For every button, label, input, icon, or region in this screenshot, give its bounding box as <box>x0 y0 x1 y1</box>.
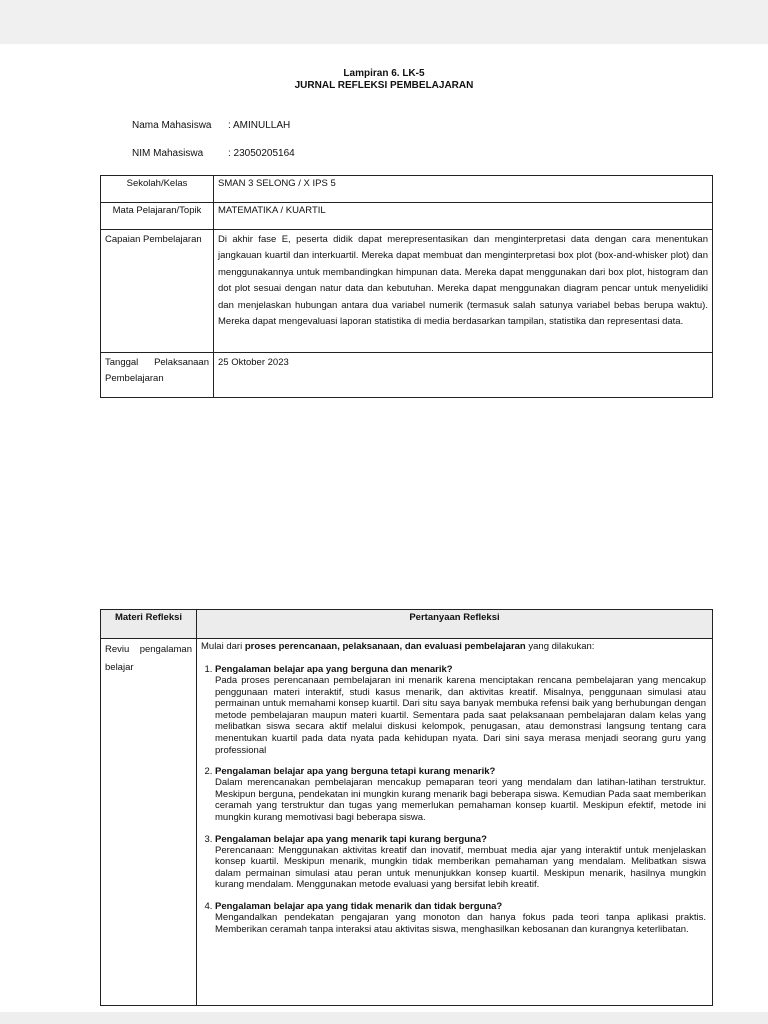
date-value: 25 Oktober 2023 <box>214 353 713 398</box>
subject-label: Mata Pelajaran/Topik <box>101 203 214 230</box>
intro-prefix: Mulai dari <box>201 641 245 652</box>
page-bottom-band <box>0 1012 768 1024</box>
date-label-word2: Pelaksanaan <box>154 357 209 368</box>
learning-outcome-label: Capaian Pembelajaran <box>101 230 214 353</box>
table-header-row <box>101 610 713 639</box>
student-name-value: : AMINULLAH <box>228 120 291 131</box>
table-row <box>101 639 713 1006</box>
list-item <box>215 664 706 756</box>
date-label <box>101 353 214 398</box>
list-item <box>215 766 706 823</box>
col-header-material: Materi Refleksi <box>101 610 197 639</box>
answer-text: Perencanaan: Menggunakan aktivitas kreatif dan inovatif, membuat media ajar yang interaktif untuk menjelaskan konsep kuartil. Meskipun menarik, mungkin tidak memberikan pemahaman yang mendalam. Melibatkan siswa dalam permainan simulasi atau peran untuk menunjukkan konsep kuartil. Meskipun menarik, hasilnya mungkin kurang mendalam. Menggunakan metode evaluasi yang bersifat lebih kreatif. <box>215 844 706 891</box>
learning-outcome-value: Di akhir fase E, peserta didik dapat merepresentasikan dan menginterpretasi data dengan cara menentukan jangkauan kuartil dan interkuartil. Mereka dapat membuat dan menginterpretasi box plot (box-and-whisker plot) dan menggunakannya untuk membandingkan himpunan data. Mereka dapat menggunakan dari box plot, histogram dan dot plot sesuai dengan natur data dan kebutuhan. Mereka dapat menggunakan diagram pencar untuk menyelidiki dan menjelaskan hubungan antara dua variabel numerik (termasuk salah satunya variabel bebas berupa waktu). Mereka dapat mengevaluasi laporan statistika di media berdasarkan tampilan, statistika dan representasi data. <box>214 230 713 353</box>
reflection-content <box>197 639 713 1006</box>
intro-bold: proses perencanaan, pelaksanaan, dan evaluasi pembelajaran <box>244 641 526 652</box>
intro-suffix: yang dilakukan: <box>525 641 595 652</box>
review-label <box>101 639 197 1006</box>
student-nim-value: : 23050205164 <box>228 148 295 159</box>
reflection-table <box>100 609 713 1006</box>
reflection-questions <box>201 664 706 935</box>
review-label-word1: Reviu <box>105 644 130 655</box>
review-label-line2: belajar <box>105 662 134 673</box>
table-row <box>101 203 713 230</box>
answer-text: Dalam merencanakan pembelajaran mencakup pemaparan teori yang mendalam dan latihan-latihan terstruktur. Meskipun berguna, pendekatan ini mungkin kurang menarik bagi beberapa siswa. Kemudian Pada saat memberikan ceramah yang terstruktur dan tugas yang memerlukan pemahaman konsep kuartil. Meskipun efektif, metode ini mungkin kurang memotivasi bagi beberapa siswa. <box>215 777 706 823</box>
subject-value: MATEMATIKA / KUARTIL <box>214 203 713 230</box>
student-nim-label: NIM Mahasiswa <box>132 148 204 159</box>
date-label-line2: Pembelajaran <box>105 373 164 385</box>
list-item <box>215 901 706 935</box>
answer-text: Pada proses perencanaan pembelajaran ini menarik karena menciptakan rencana pembelajaran yang mencakup penggunaan materi interaktif, studi kasus menarik, dan aktivitas kreatif. Misalnya, penggunaan simulasi atau permainan untuk memahami konsep kuartil. Dari situ saya banyak membuka refensi baik yang berhubungan dengan metode pembelajaran maupun materi kuartil. Sementara pada saat pelaksanaan pembelajaran dalam kelas yang melibatkan siswa secara aktif melalui diskusi kelompok, penugasan, atau demonstrasi langsung tentang cara menentukan kuartil pada data nyata pada kehidupan nyata. Dari sini saya merasa menjadi seorang guru yang professional <box>215 675 706 756</box>
lesson-info-table <box>100 175 713 398</box>
student-name-label: Nama Mahasiswa <box>132 120 212 131</box>
table-row <box>101 353 713 398</box>
table-row <box>101 176 713 203</box>
question-text: 1. Pengalaman belajar apa yang berguna dan menarik? <box>215 664 453 675</box>
reflection-intro <box>201 641 706 652</box>
question-text: 2. Pengalaman belajar apa yang berguna tetapi kurang menarik? <box>215 766 496 778</box>
question-text: 4. Pengalaman belajar apa yang tidak menarik dan tidak berguna? <box>215 900 503 912</box>
list-item <box>215 834 706 891</box>
col-header-questions: Pertanyaan Refleksi <box>197 610 713 639</box>
table-row <box>101 230 713 353</box>
review-label-word2: pengalaman <box>139 644 192 655</box>
page-top-band <box>0 0 768 44</box>
school-value: SMAN 3 SELONG / X IPS 5 <box>214 176 713 203</box>
question-text: 3. Pengalaman belajar apa yang menarik tapi kurang berguna? <box>215 833 487 845</box>
school-label: Sekolah/Kelas <box>101 176 214 203</box>
attachment-label: Lampiran 6. LK-5 <box>343 68 425 79</box>
date-label-word1: Tanggal <box>105 357 139 368</box>
answer-text: Mengandalkan pendekatan pengajaran yang monoton dan hanya fokus pada teori tanpa aplikasi praktis. Memberikan ceramah tanpa interaksi atau aktivitas siswa, menghasilkan kebosanan dan kurangnya keterlibatan. <box>215 911 706 935</box>
document-title: JURNAL REFLEKSI PEMBELAJARAN <box>294 80 474 91</box>
